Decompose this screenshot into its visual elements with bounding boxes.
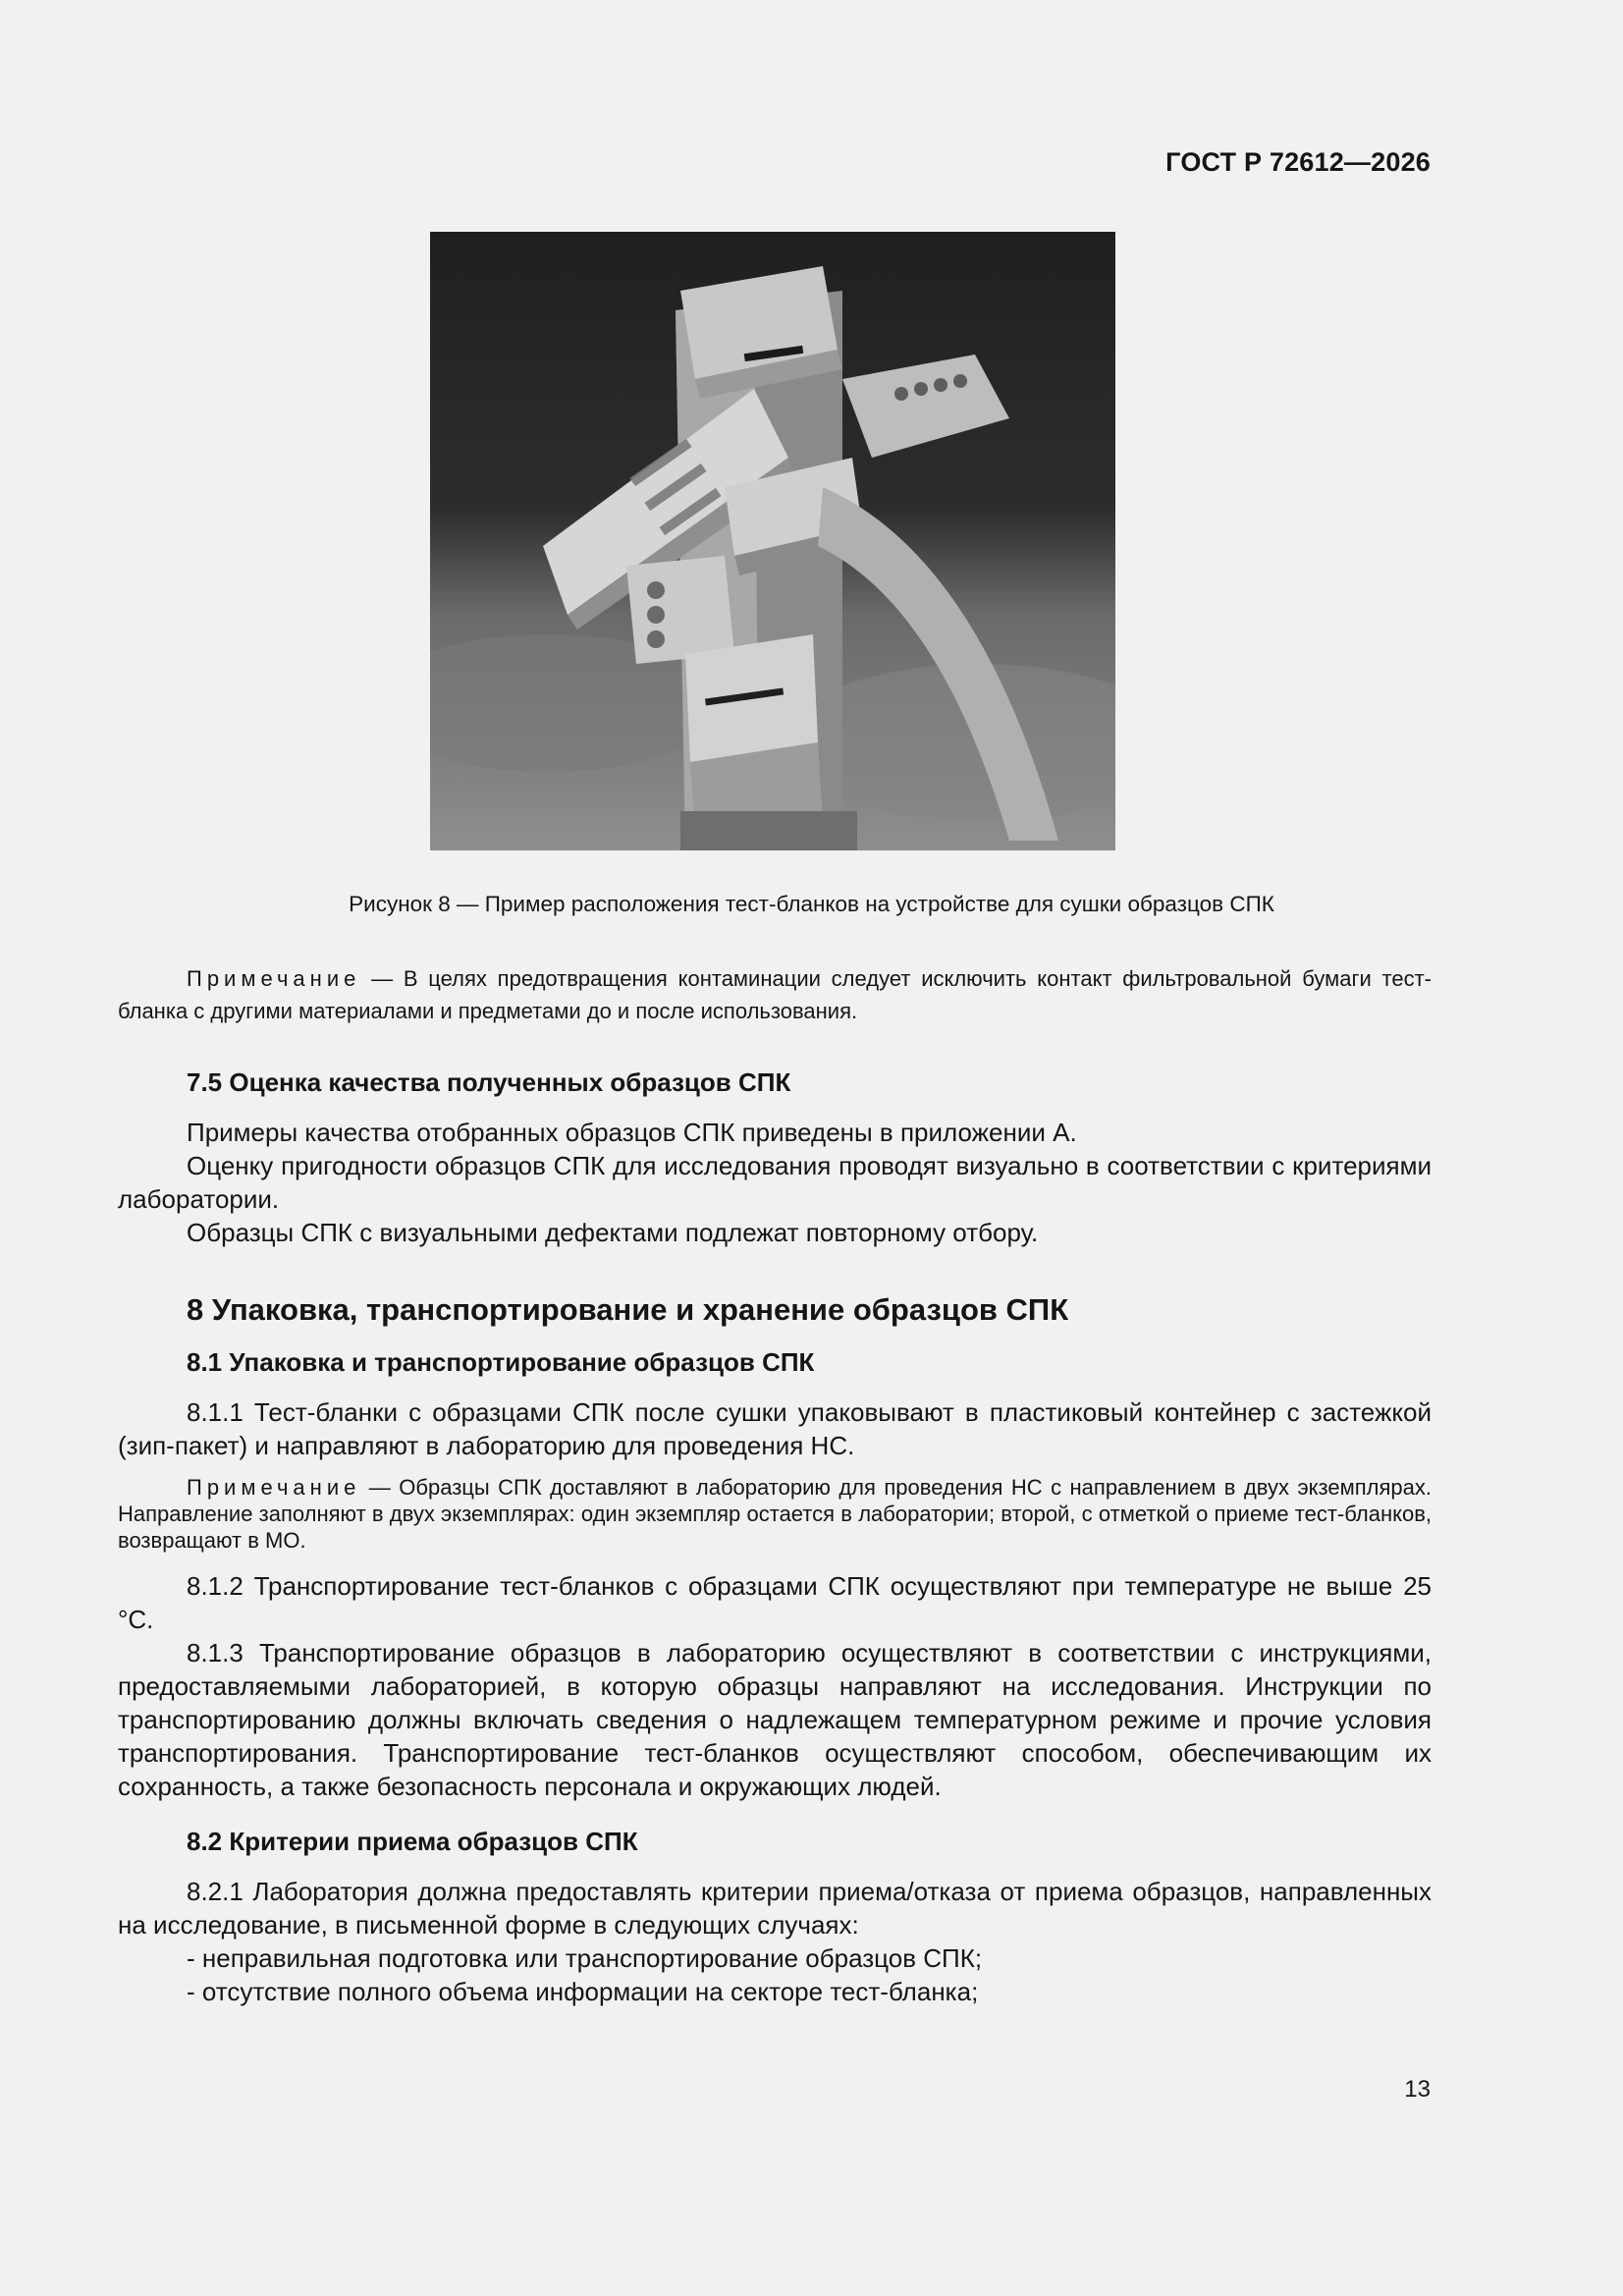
paragraph-8-1-3: 8.1.3 Транспортирование образцов в лабораторию осуществляют в соответствии с инструкциями, предоставляемыми лабораторией, в которую образцы направляют на исследования. Инструкции по транспортированию должны включать сведения о надлежащем температурном режиме и прочие условия транспортирования. Транспортирование тест-бланков осуществляют способом, обеспечивающим их сохранность, а также безопасность персонала и окружающих людей. — [118, 1638, 1432, 1801]
figure-photo-illustration — [430, 232, 1115, 850]
heading-8: 8 Упаковка, транспортирование и хранение образцов СПК — [187, 1292, 1069, 1327]
page-number: 13 — [1404, 2076, 1431, 2103]
figure-caption: Рисунок 8 — Пример расположения тест-бланков на устройстве для сушки образцов СПК — [349, 892, 1274, 916]
main-content — [118, 962, 1432, 2008]
figure-photo — [430, 232, 1115, 850]
heading-8-1: 8.1 Упаковка и транспортирование образцов СПК — [187, 1347, 815, 1377]
document-header: ГОСТ Р 72612—2026 — [1165, 147, 1431, 177]
section-7-5-body — [118, 1116, 1432, 1249]
paragraph-8-1-1: 8.1.1 Тест-бланки с образцами СПК после сушки упаковывают в пластиковый контейнер с застежкой (зип-пакет) и направляют в лабораторию для проведения НС. — [118, 1397, 1432, 1460]
list-item: - отсутствие полного объема информации на секторе тест-бланка; — [187, 1977, 979, 2006]
paragraph-7-5-2: Оценку пригодности образцов СПК для исследования проводят визуально в соответствии с критериями лаборатории. — [118, 1151, 1432, 1214]
note-label: Примечание — [187, 966, 361, 991]
note-7-4 — [118, 962, 1432, 1027]
note-8-1-1 — [118, 1474, 1432, 1554]
note-text: — Образцы СПК доставляют в лабораторию для проведения НС с направлением в двух экземплярах. Направление заполняют в двух экземплярах: один экземпляр остается в лаборатории; второй, с отметкой о приеме тест-бланков, возвращают в МО. — [118, 1475, 1432, 1553]
paragraph-8-1-2: 8.1.2 Транспортирование тест-бланков с образцами СПК осуществляют при температуре не выше 25 °С. — [118, 1571, 1432, 1634]
note-label: Примечание — [187, 1475, 361, 1500]
paragraph-8-2-1: 8.2.1 Лаборатория должна предоставлять критерии приема/отказа от приема образцов, направленных на исследование, в письменной форме в следующих случаях: — [118, 1877, 1432, 1940]
heading-7-5: 7.5 Оценка качества полученных образцов СПК — [187, 1067, 791, 1097]
heading-8-2: 8.2 Критерии приема образцов СПК — [187, 1827, 638, 1856]
paragraph-7-5-1: Примеры качества отобранных образцов СПК приведены в приложении А. — [187, 1118, 1077, 1147]
paragraph-7-5-3: Образцы СПК с визуальными дефектами подлежат повторному отбору. — [187, 1218, 1039, 1247]
list-item: - неправильная подготовка или транспортирование образцов СПК; — [187, 1943, 983, 1973]
note-text: — В целях предотвращения контаминации следует исключить контакт фильтровальной бумаги тест-бланка с другими материалами и предметами до и после использования. — [118, 966, 1432, 1023]
